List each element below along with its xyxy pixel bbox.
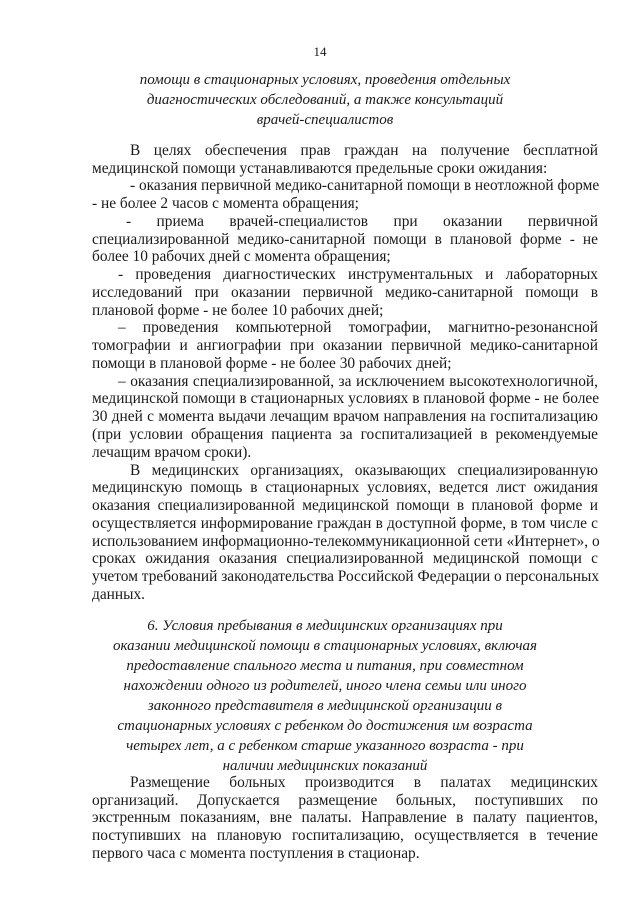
paragraph-line: помощи в плановой форме - не более 30 рабочих дней; [92,355,452,372]
page-number: 14 [313,44,327,59]
paragraph-line: - не более 2 часов с момента обращения; [92,195,359,212]
paragraph-line: 30 дней с момента выдачи лечащим врачом направления на госпитализацию [92,408,598,425]
paragraph-line: – проведения компьютерной томографии, магнитно-резонансной [118,319,598,336]
paragraph-line: поступивших на плановую госпитализацию, осуществляется в течение [92,827,598,844]
paragraph-line: - проведения диагностических инструментальных и лабораторных [118,266,598,283]
paragraph-line: медицинской помощи устанавливаются предельные сроки ожидания: [92,160,548,177]
paragraph-line: Размещение больных производится в палатах медицинских [130,774,598,791]
paragraph-line: медицинской помощи в стационарных условиях в плановой форме - не более [92,390,600,407]
paragraph-line: организаций. Допускается размещение больных, поступивших по [92,792,598,809]
paragraph-line: более 10 рабочих дней с момента обращения; [92,248,391,265]
paragraph-line: - приема врачей-специалистов при оказании первичной [126,213,598,230]
heading-line: законного представителя в медицинской организации в [147,698,503,714]
heading-line: нахождении одного из родителей, иного члена семьи или иного [123,678,527,694]
heading-line: врачей-специалистов [256,112,394,128]
section-heading [100,616,550,776]
paragraph-line: экстренным показаниям, вне палаты. Направление в палату пациентов, [92,809,598,826]
paragraph-line: - оказания первичной медико-санитарной помощи в неотложной форме [130,177,600,194]
heading-line: диагностических обследований, а также консультаций [146,92,504,108]
heading-line: 6. Условия пребывания в медицинских организациях при [147,618,503,634]
section-heading-continued [90,70,560,130]
heading-line: стационарных условиях с ребенком до достижения им возраста [117,718,533,734]
paragraph-line: использованием информационно-телекоммуникационной сети «Интернет», о [92,533,600,550]
paragraph-line: специализированной медико-санитарной помощи в плановой форме - не [92,231,598,248]
paragraph-line: лечащим врачом сроки). [92,444,252,461]
paragraph-line: томографии и ангиографии при оказании первичной медико-санитарной [92,337,598,354]
paragraph-line: учетом требований законодательства Российской Федерации о персональных [92,568,600,585]
heading-line: наличии медицинских показаний [222,758,428,774]
paragraph-line: медицинскую помощь в стационарных условиях, ведется лист ожидания [92,479,598,496]
paragraph-line: осуществляется информирование граждан в доступной форме, в том числе с [92,515,598,532]
heading-line: оказании медицинской помощи в стационарных условиях, включая [113,638,537,654]
paragraph-line: В медицинских организациях, оказывающих специализированную [130,462,598,479]
paragraph-line: плановой форме - не более 10 рабочих дней; [92,302,384,319]
heading-line: предоставление спального места и питания, при совместном [126,658,524,674]
paragraph-line: сроках ожидания оказания специализированной медицинской помощи с [92,550,598,567]
paragraph-line: (при условии обращения пациента за госпитализацией в рекомендуемые [92,426,598,443]
heading-line: помощи в стационарных условиях, проведения отдельных [139,72,511,88]
heading-line: четырех лет, а с ребенком старше указанного возраста - при [126,738,524,754]
paragraph-line: оказания специализированной медицинской помощи в плановой форме и [92,497,598,514]
paragraph-line: первого часа с момента поступления в стационар. [92,845,420,862]
paragraph-line: данных. [92,586,146,603]
paragraph-line: исследований при оказании первичной медико-санитарной помощи в [92,284,598,301]
paragraph-line: – оказания специализированной, за исключением высокотехнологичной, [118,373,598,390]
paragraph-line: В целях обеспечения прав граждан на получение бесплатной [130,142,598,159]
